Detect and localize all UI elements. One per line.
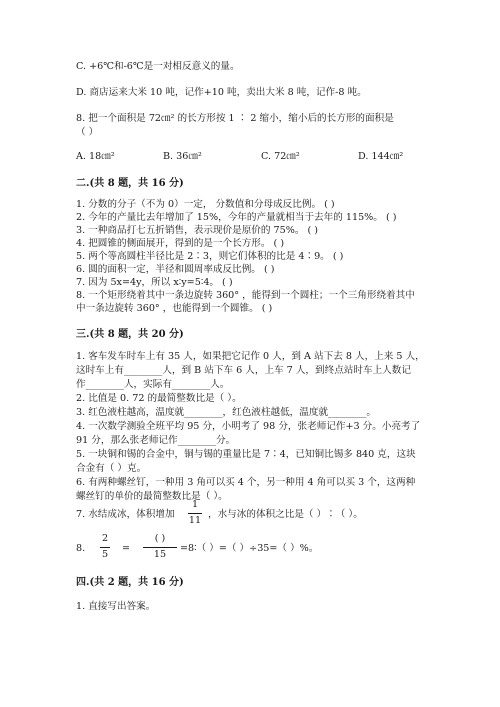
s4-q1: 1. 直接写出答案。 (76, 601, 156, 612)
s3-q4-line2: 91 分，那么张老师记作________分。 (76, 435, 236, 446)
s3-q5-line2: 合金有（ ）克。 (76, 463, 147, 474)
s2-q2: 2. 今年的产量比去年增加了 15%，今年的产量就相当于去年的 115%。 ( ) (76, 212, 397, 223)
q8-option-a[interactable]: A. 18㎝² (76, 151, 115, 162)
s3-q6-line2: 螺丝钉的单价的最简整数比是（ ）。 (76, 491, 228, 502)
s3-q8-blank-bar (143, 547, 177, 548)
section-2-heading: 二.(共 8 题，共 16 分) (76, 178, 184, 189)
s3-q7-frac-bar (188, 513, 202, 514)
s3-q5-line1: 5. 一块铜和锡的合金中，铜与锡的重量比是 7∶4，已知铜比锡多 840 克，这块 (76, 449, 416, 460)
q8-option-d[interactable]: D. 144㎝² (358, 151, 404, 162)
s2-q6: 6. 圆的面积一定，半径和圆周率成反比例。 ( ) (76, 264, 275, 275)
s3-q1-line1: 1. 客车发车时车上有 35 人，如果把它记作 0 人，到 A 站下去 8 人，上来 5 人， (76, 351, 425, 362)
s2-q8-line1: 8. 一个矩形绕着其中一条边旋转 360° ，能得到一个圆柱；一个三角形绕着其中 (76, 290, 415, 301)
s2-q5: 5. 两个等高圆柱半径比是 2∶3，则它们体积的比是 4∶9。 ( ) (76, 251, 344, 262)
s2-q7: 7. 因为 5x=4y，所以 x∶y=5∶4。 ( ) (76, 277, 233, 288)
s2-q1: 1. 分数的分子（不为 0）一定， 分数值和分母成反比例。 ( ) (76, 199, 335, 210)
s3-q8-frac-bar (100, 547, 110, 548)
s3-q8-frac-num: 2 (101, 533, 109, 544)
question-8-text: 8. 把一个面积是 72㎝² 的长方形按 1 ∶ 2 缩小，缩小后的长方形的面积是 (76, 113, 394, 124)
section-4-heading: 四.(共 2 题，共 16 分) (76, 577, 184, 588)
option-d-line: D. 商店运来大米 10 吨，记作+10 吨，卖出大米 8 吨，记作-8 吨。 (76, 87, 367, 98)
option-c-line: C. +6℃和-6℃是一对相反意义的量。 (76, 61, 240, 72)
s3-q1-line2: 这时车上有________人，到 B 站下车 6 人，上车 7 人，到终点站时车上人数记 (76, 365, 411, 376)
s3-q6-line1: 6. 有两种螺丝钉，一种用 3 角可以买 4 个，另一种用 4 角可以买 3 个，这两种 (76, 477, 416, 488)
s3-q8-frac-den: 5 (101, 549, 109, 560)
s2-q4: 4. 把圆锥的侧面展开，得到的是一个长方形。 ( ) (76, 238, 285, 249)
s3-q8-blank-den: 15 (153, 549, 167, 560)
s3-q7-suffix: ，水与冰的体积之比是（ ）∶（ ）。 (208, 509, 363, 520)
s3-q8-blank-num: ( ) (154, 533, 166, 544)
s3-q8-suffix: =8∶（ ）=（ ）÷35=（ ）%。 (180, 543, 319, 554)
s3-q2: 2. 比值是 0. 72 的最简整数比是（ ）。 (76, 393, 242, 404)
question-8-blank: （ ） (76, 127, 99, 138)
s3-q7-prefix: 7. 水结成冰，体积增加 (76, 509, 175, 520)
s3-q3: 3. 红色液柱越高，温度就________，红色液柱越低，温度就________。 (76, 407, 377, 418)
s2-q8-line2: 中一条边旋转 360° ，也能得到一个圆锥。 ( ) (76, 303, 273, 314)
q8-option-c[interactable]: C. 72㎝² (261, 151, 300, 162)
section-3-heading: 三.(共 8 题，共 20 分) (76, 329, 184, 340)
s3-q1-line3: 作________人，实际有________人。 (76, 379, 230, 390)
s3-q7-frac-den: 11 (188, 515, 202, 526)
s3-q8-prefix: 8. (76, 543, 86, 554)
s2-q3: 3. 一种商品打七五折销售，表示现价是原价的 75%。 ( ) (76, 225, 319, 236)
s3-q8-equals: = (122, 543, 131, 554)
s3-q4-line1: 4. 一次数学测验全班平均 95 分，小明考了 98 分，张老师记作+3 分。小亮考了 (76, 421, 421, 432)
q8-option-b[interactable]: B. 36㎝² (163, 151, 202, 162)
s3-q7-frac-num: 1 (191, 499, 199, 510)
